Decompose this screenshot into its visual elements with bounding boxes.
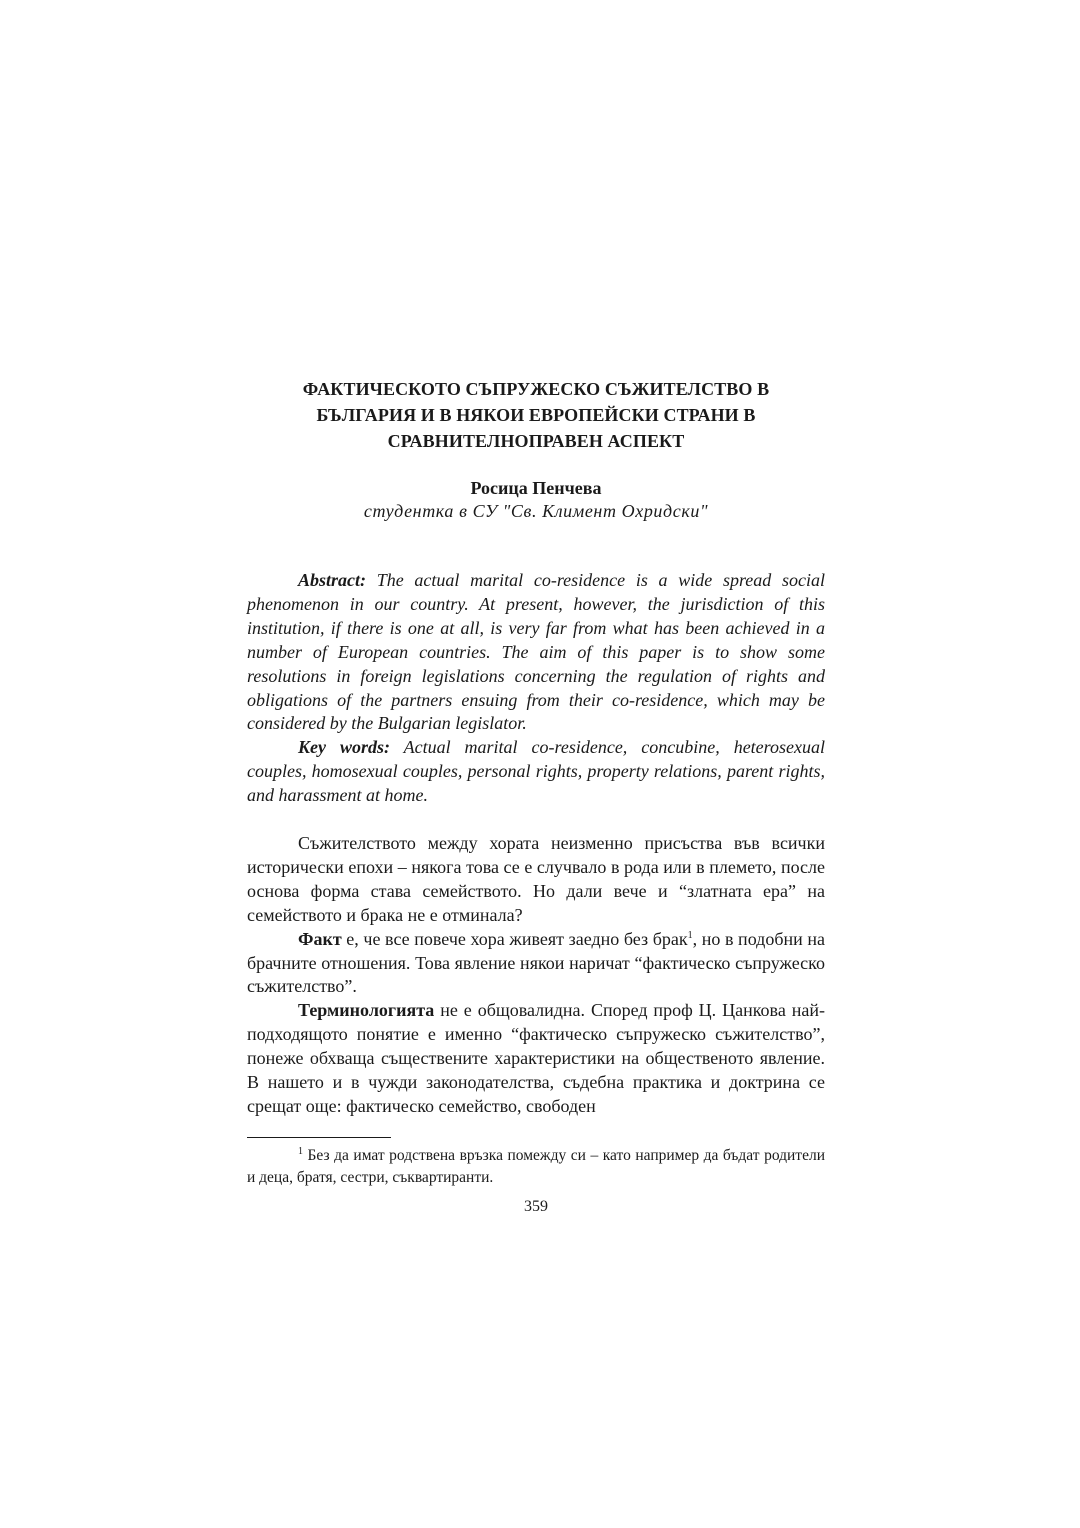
footnote-reference[interactable]: 1 [687,929,693,941]
author-name: Росица Пенчева [470,478,602,498]
body-paragraph-3-text: не е общовалидна. Според проф Ц. Цанкова най-подходящото понятие е именно “фактическо съпружеско съжителство”, понеже обхваща съществените характеристики на общественото явление. В нашето и в чужди законодателства, съдебна практика и доктрина се срещат още: фактическо семейство, свободен [247,1000,825,1116]
abstract [247,569,825,808]
body-paragraph-2-bold: Факт [298,928,342,949]
article-body [247,832,825,1119]
abstract-paragraph [247,569,825,736]
body-paragraph-2 [247,928,825,1000]
abstract-label: Abstract: [298,570,367,590]
author-affiliation: студентка в СУ "Св. Климент Охридски" [363,501,709,521]
body-paragraph-3-bold: Терминологията [298,1000,435,1021]
body-paragraph-3 [247,999,825,1119]
title-line-2: БЪЛГАРИЯ И В НЯКОИ ЕВРОПЕЙСКИ СТРАНИ В [316,405,756,425]
title-line-3: СРАВНИТЕЛНОПРАВЕН АСПЕКТ [387,431,685,451]
keywords-label: Key words: [298,737,390,758]
abstract-text: The actual marital co-residence is a wide spread social phenomenon in our country. At present, however, the jurisdiction of this institution, if there is one at all, is very far from what has been achieved in a number of European countries. The aim of this paper is to show some resolutions in foreign legislations concerning the regulation of rights and obligations of the partners ensuing from their co-residence, which may be considered by the Bulgarian legislator. [247,570,825,734]
footnote-mark: 1 [298,1145,303,1157]
keywords-text: Actual marital co-residence, concubine, heterosexual couples, homosexual couples, personal rights, property relations, parent rights, and harassment at home. [247,737,825,806]
footnote-divider [247,1137,391,1138]
footnote [247,1145,825,1189]
body-paragraph-1: Съжителството между хората неизменно присъства във всички исторически епохи – някога това се е случвало в рода или в племето, после основа форма става семейството. Но дали вече и “златната ера” на семейството и брака не е отминала? [247,833,825,925]
title-line-1: ФАКТИЧЕСКОТО СЪПРУЖЕСКО СЪЖИТЕЛСТВО В [302,379,770,399]
body-paragraph-2-text: е, че все повече хора живеят заедно без брак [341,928,688,949]
keywords-paragraph [247,736,825,808]
footnote-paragraph [247,1145,825,1189]
article-title [247,376,825,454]
footnote-text: Без да имат родствена връзка помежду си – като например да бъдат родители и деца, братя, сестри, съквартиранти. [247,1147,825,1186]
page-number: 359 [524,1198,548,1215]
body-paragraph-2-rest: , но в подобни на брачните отношения. Това явление някои наричат “фактическо съпружеско съжителство”. [247,928,825,997]
